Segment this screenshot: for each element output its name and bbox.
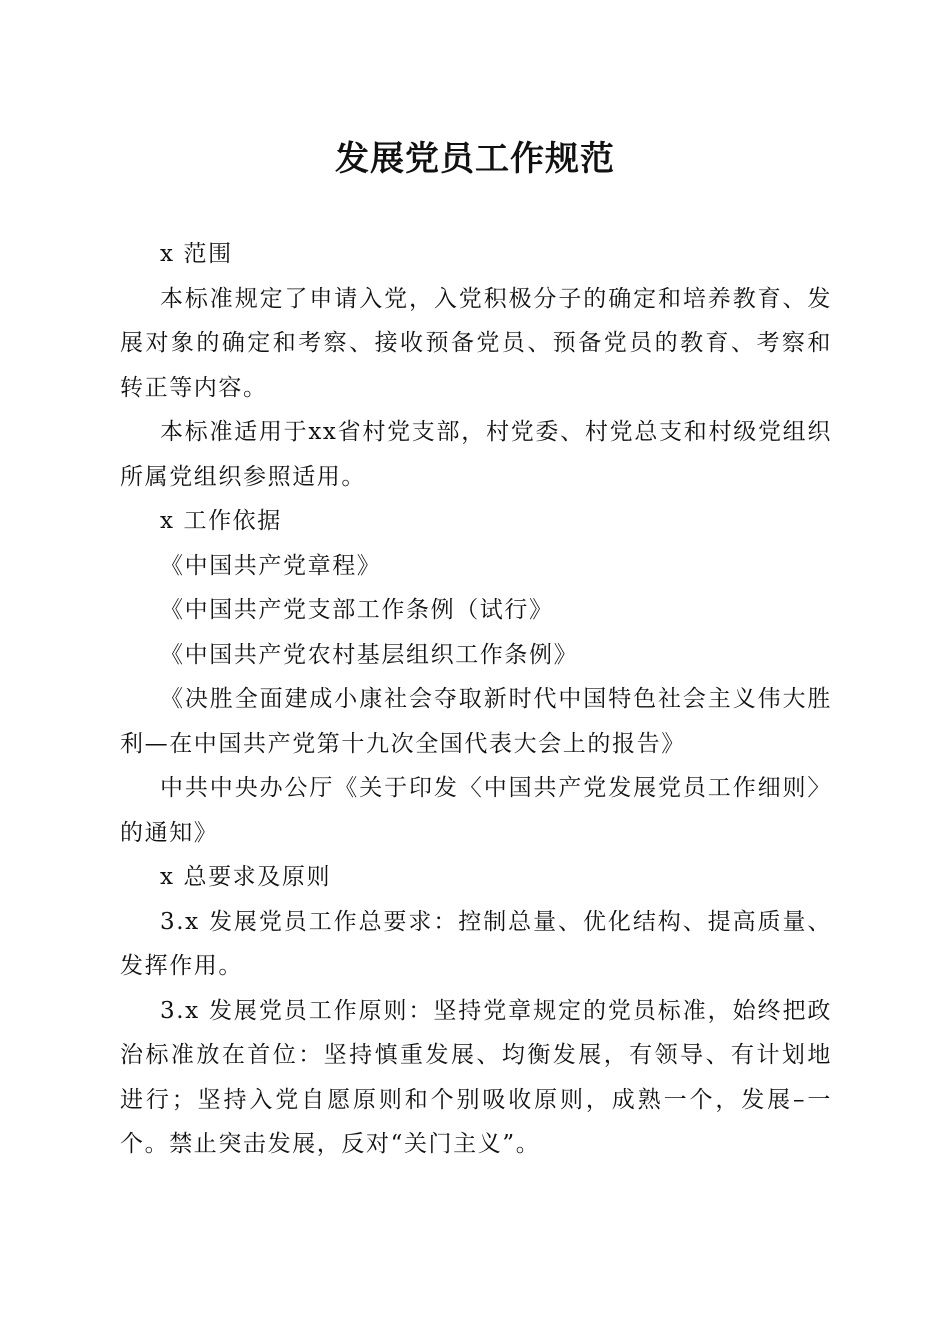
section-heading-basis: x 工作依据 — [160, 508, 282, 534]
basis-item: 《中国共产党支部工作条例（试行》 — [160, 597, 554, 623]
basis-item: 中共中央办公厅《关于印发〈中国共产党发展党员工作细则〉的通知》 — [120, 775, 832, 846]
paragraph-scope-applicability: 本标准适用于xx省村党支部，村党委、村党总支和村级党组织所属党组织参照适用。 — [120, 419, 832, 490]
document-body — [120, 232, 832, 1167]
basis-item: 《中国共产党农村基层组织工作条例》 — [160, 641, 579, 668]
paragraph-general-requirements: 3.x 发展党员工作总要求：控制总量、优化结构、提高质量、发挥作用。 — [120, 908, 832, 979]
basis-item: 《中国共产党章程》 — [160, 552, 382, 579]
basis-item: 《决胜全面建成小康社会夺取新时代中国特色社会主义伟大胜利—在中国共产党第十九次全国代表大会上的报告》 — [120, 686, 832, 757]
document-title: 发展党员工作规范 — [335, 139, 615, 179]
section-heading-principles: x 总要求及原则 — [160, 864, 332, 890]
paragraph-principles: 3.x 发展党员工作原则：坚持党章规定的党员标准，始终把政治标准放在首位：坚持慎重发展、均衡发展，有领导、有计划地进行；坚持入党自愿原则和个别吸收原则，成熟一个，发展–一个。禁止突击发展，反对“关门主义”。 — [120, 997, 832, 1157]
paragraph-scope-content: 本标准规定了申请入党，入党积极分子的确定和培养教育、发展对象的确定和考察、接收预备党员、预备党员的教育、考察和转正等内容。 — [120, 285, 832, 401]
section-heading-scope: x 范围 — [160, 241, 233, 267]
